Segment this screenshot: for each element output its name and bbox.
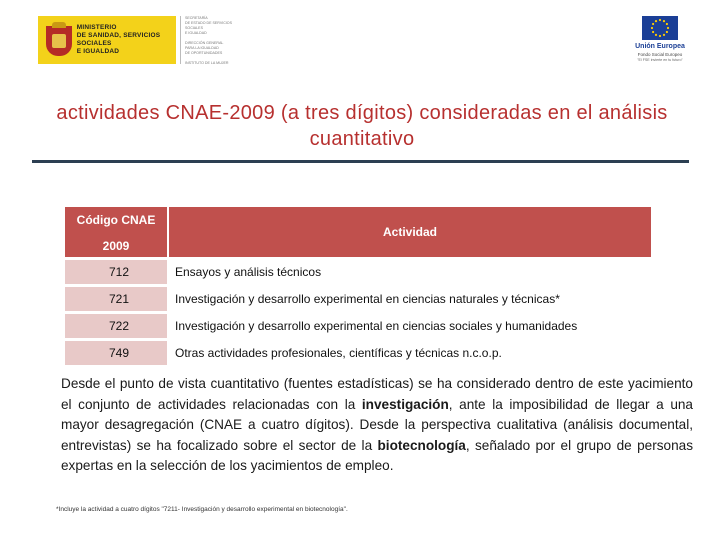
slide-title: actividades CNAE-2009 (a tres dígitos) consideradas en el análisis cuantitativo: [56, 102, 668, 150]
coat-of-arms-icon: [44, 22, 69, 58]
eu-title: Unión Europea: [635, 43, 685, 50]
eu-logo: [618, 16, 702, 66]
code-cell: 712: [65, 260, 167, 284]
footnote: *Incluye la actividad a cuatro dígitos "7211- Investigación y desarrollo experimental en biotecnología".: [56, 506, 348, 513]
ministry-name: MINISTERIO DE SANIDAD, SERVICIOS SOCIALES E IGUALDAD: [76, 24, 161, 55]
cnae-table: [65, 207, 651, 365]
code-cell: 749: [65, 341, 167, 365]
table-row: [65, 314, 651, 338]
activity-cell: Investigación y desarrollo experimental en ciencias sociales y humanidades: [169, 314, 651, 338]
header-code: [65, 207, 167, 257]
eu-motto: "El FSE invierte en tu futuro": [637, 58, 683, 62]
activity-cell: Ensayos y análisis técnicos: [169, 260, 651, 284]
code-cell: 722: [65, 314, 167, 338]
body-paragraph: [61, 374, 693, 477]
paragraph-bold-term: investigación: [361, 396, 449, 412]
eu-subtitle: Fondo Social Europeo: [637, 52, 683, 57]
header-code-line2: 2009: [102, 239, 130, 253]
ministry-logo-box: [38, 16, 176, 64]
table-row: [65, 341, 651, 365]
header-code-line1: Código CNAE: [76, 213, 156, 227]
table-header: [65, 207, 651, 257]
activity-cell: Otras actividades profesionales, científicas y técnicas n.c.o.p.: [169, 341, 651, 365]
ministry-logo: [38, 16, 246, 64]
activity-cell: Investigación y desarrollo experimental en ciencias naturales y técnicas*: [169, 287, 651, 311]
paragraph-bold-term: biotecnología: [377, 437, 466, 453]
ministry-subtitle: SECRETARÍA DE ESTADO DE SERVICIOS SOCIALES E IGUALDAD DIRECCIÓN GENERAL PARA LA IGUALDAD DE OPORTUNIDADES INSTITUTO DE LA MUJER: [180, 16, 246, 64]
title-divider: [32, 160, 689, 163]
paragraph-text: Desde el punto de vista cuantitativo (fuentes estadísticas) se ha considerado dentro de este yacimiento el conjunto de actividades relacionadas con la: [61, 376, 693, 412]
code-cell: 721: [65, 287, 167, 311]
paragraph-text: , ante la imposibilidad de llegar a una mayor desagregación (CNAE a cuatro dígitos). Desde la perspectiva cualitativa (análisis documental, entrevistas) se ha focalizado sobre el sector de la: [61, 396, 693, 453]
table-row: [65, 260, 651, 284]
eu-flag-icon: [642, 16, 678, 40]
paragraph-text: , señalado por el grupo de personas expertas en la selección de los yacimientos de empleo.: [61, 437, 693, 474]
table-row: [65, 287, 651, 311]
header-activity: Actividad: [169, 207, 651, 257]
